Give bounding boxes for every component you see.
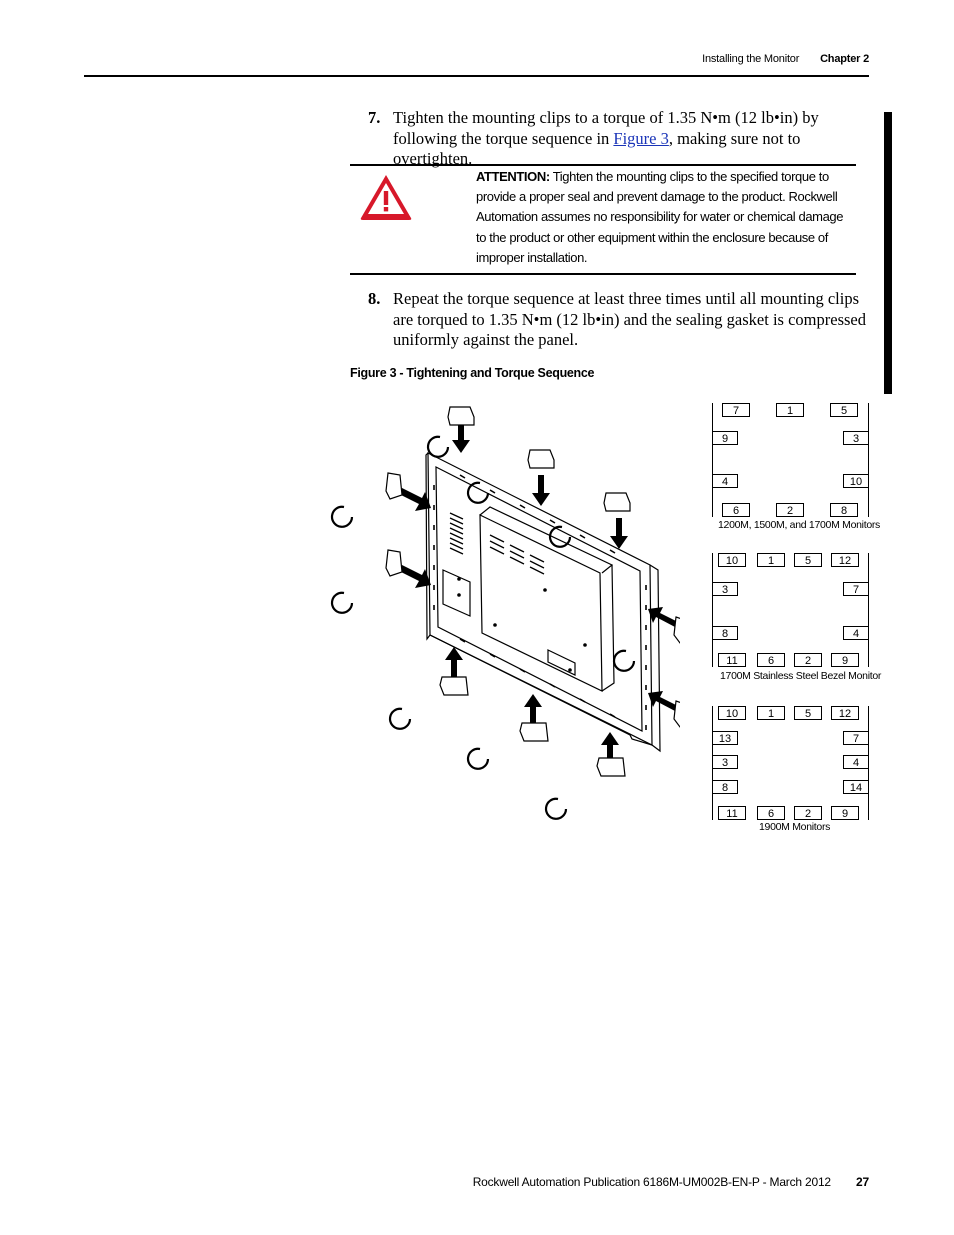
sequence-box: 7 xyxy=(843,731,869,745)
sequence-box: 2 xyxy=(794,806,822,820)
sequence-box: 8 xyxy=(830,503,858,517)
step-7-text-after: , making sure not to overtighten. xyxy=(393,128,801,168)
diagram-frame xyxy=(712,553,869,667)
step-8 xyxy=(368,289,870,351)
sequence-box: 12 xyxy=(831,706,859,720)
figure-3-link[interactable]: Figure 3 xyxy=(613,128,669,148)
diagram-caption: 1900M Monitors xyxy=(759,821,831,833)
sequence-box: 11 xyxy=(718,806,746,820)
sequence-box: 10 xyxy=(718,706,746,720)
attention-message: Tighten the mounting clips to the specified torque to provide a proper seal and prevent damage to the product. Rockwell Automation assumes no responsibility for water or chemical damage to the product or other equipment within the enclosure because of improper installation. xyxy=(476,169,844,265)
chapter-side-tab xyxy=(884,112,892,394)
sequence-box: 13 xyxy=(712,731,738,745)
page-footer xyxy=(473,1175,869,1189)
attention-label: ATTENTION: xyxy=(476,169,550,184)
chapter-label: Chapter 2 xyxy=(820,53,869,65)
diagram-caption: 1700M Stainless Steel Bezel Monitor xyxy=(720,670,882,682)
sequence-box: 7 xyxy=(843,582,869,596)
header-rule xyxy=(84,75,869,77)
sequence-box: 2 xyxy=(794,653,822,667)
figure-caption: Figure 3 - Tightening and Torque Sequence xyxy=(350,366,595,380)
attention-box xyxy=(350,164,856,275)
sequence-box: 10 xyxy=(718,553,746,567)
sequence-box: 2 xyxy=(776,503,804,517)
sequence-box: 9 xyxy=(831,806,859,820)
sequence-box: 14 xyxy=(843,780,869,794)
sequence-box: 9 xyxy=(831,653,859,667)
sequence-box: 4 xyxy=(843,626,869,640)
sequence-box: 10 xyxy=(843,474,869,488)
sequence-box: 4 xyxy=(843,755,869,769)
step-7-text-before: Tighten the mounting clips to a torque of 1.35 N•m (12 lb•in) by following the torque sequence in xyxy=(393,108,819,148)
sequence-box: 1 xyxy=(757,553,785,567)
sequence-box: 12 xyxy=(831,553,859,567)
sequence-box: 5 xyxy=(794,553,822,567)
warning-triangle-icon xyxy=(358,172,414,222)
attention-text xyxy=(476,167,846,268)
sequence-box: 8 xyxy=(712,626,738,640)
torque-diagram-1700m-ss xyxy=(712,553,882,685)
step-7-number: 7. xyxy=(368,108,381,127)
step-8-number: 8. xyxy=(368,289,381,308)
sequence-box: 6 xyxy=(757,653,785,667)
step-8-text: Repeat the torque sequence at least three times until all mounting clips are torqued to 1.35 N•m (12 lb•in) and the sealing gasket is compressed uniformly against the panel. xyxy=(393,289,866,349)
step-7 xyxy=(368,108,870,170)
sequence-box: 3 xyxy=(712,582,738,596)
diagram-frame xyxy=(712,403,869,517)
publication-info: Rockwell Automation Publication 6186M-UM002B-EN-P - March 2012 xyxy=(472,1175,831,1189)
sequence-box: 6 xyxy=(722,503,750,517)
sequence-box: 9 xyxy=(712,431,738,445)
monitor-clip-illustration xyxy=(330,395,680,835)
torque-diagram-1200m xyxy=(712,403,880,533)
sequence-box: 1 xyxy=(757,706,785,720)
sequence-box: 3 xyxy=(712,755,738,769)
diagram-caption: 1200M, 1500M, and 1700M Monitors xyxy=(718,519,880,531)
sequence-box: 1 xyxy=(776,403,804,417)
sequence-box: 3 xyxy=(843,431,869,445)
page-header xyxy=(702,53,869,65)
sequence-box: 5 xyxy=(830,403,858,417)
sequence-box: 5 xyxy=(794,706,822,720)
step-7-text xyxy=(393,108,870,170)
sequence-box: 11 xyxy=(718,653,746,667)
sequence-box: 4 xyxy=(712,474,738,488)
page-number: 27 xyxy=(856,1175,869,1189)
section-title: Installing the Monitor xyxy=(702,53,800,65)
sequence-box: 8 xyxy=(712,780,738,794)
sequence-box: 6 xyxy=(757,806,785,820)
sequence-box: 7 xyxy=(722,403,750,417)
torque-diagram-1900m xyxy=(712,706,870,836)
